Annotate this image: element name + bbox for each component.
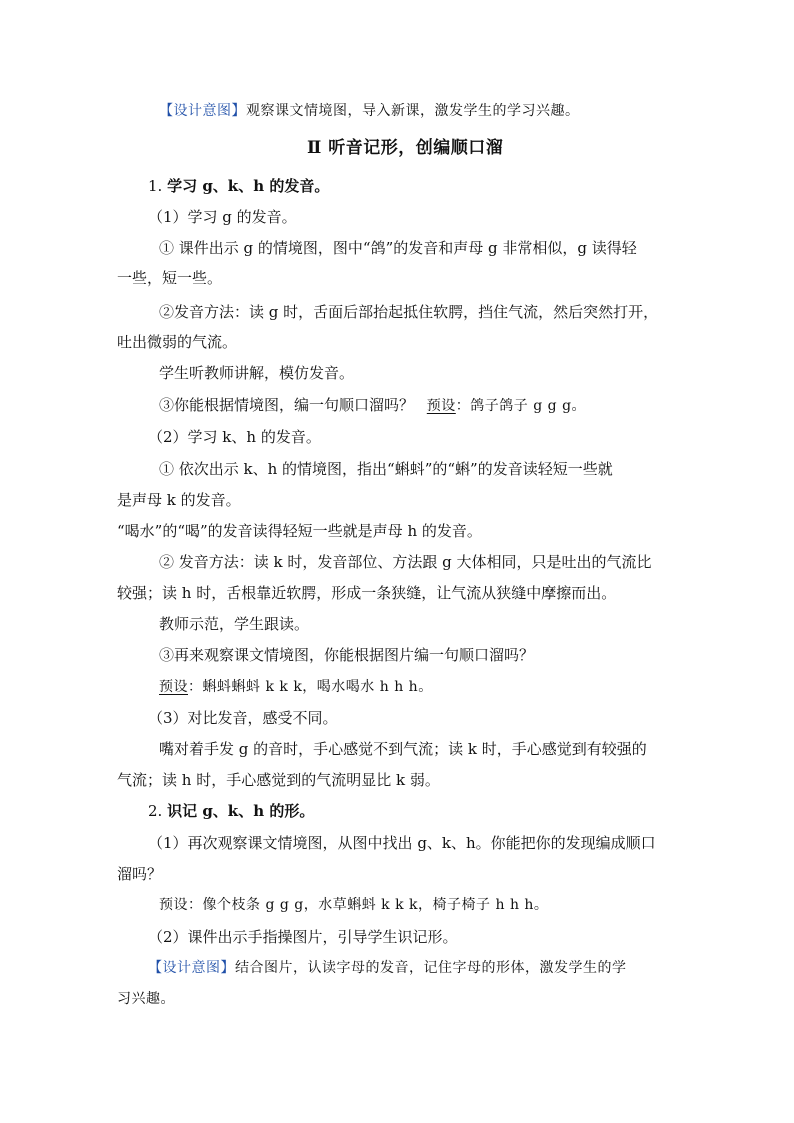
part2-paragraph-1-line-1: （1）再次观察课文情境图，从图中找出 g、k、h。你能把你的发现编成顺口 bbox=[148, 834, 656, 852]
heading-1 bbox=[148, 176, 329, 196]
preset-label-2: 预设 bbox=[159, 679, 188, 695]
design-intent-2-line-2: 习兴趣。 bbox=[117, 991, 175, 1007]
heading-2-number: 2. bbox=[148, 802, 163, 820]
preset-label: 预设 bbox=[426, 398, 456, 414]
paragraph-10 bbox=[159, 676, 433, 697]
paragraph-5-line-2: 是声母 k 的发音。 bbox=[117, 491, 241, 509]
paragraph-1-line-1: ① 课件出示 g 的情境图，图中“鸽”的发音和声母 g 非常相似，g 读得轻 bbox=[159, 239, 637, 257]
heading-1-text-a: 学习 g、k、h bbox=[167, 177, 270, 195]
heading-1-text-b: 的发音。 bbox=[269, 177, 330, 195]
heading-2 bbox=[148, 801, 314, 821]
paragraph-7-line-2: 较强；读 h 时，舌根靠近软腭，形成一条狭缝，让气流从狭缝中摩擦而出。 bbox=[117, 584, 617, 602]
section-title: Ⅱ 听音记形，创编顺口溜 bbox=[307, 138, 504, 158]
heading-2-text: 识记 g、k、h 的形。 bbox=[167, 802, 315, 820]
paragraph-2-line-1: ②发音方法：读 g 时，舌面后部抬起抵住软腭，挡住气流，然后突然打开， bbox=[159, 303, 659, 321]
design-intent-text: 观察课文情境图，导入新课，激发学生的学习兴趣。 bbox=[246, 103, 580, 119]
paragraph-4 bbox=[159, 395, 586, 416]
paragraph-7-line-1: ② 发音方法：读 k 时，发音部位、方法跟 g 大体相同，只是吐出的气流比 bbox=[159, 553, 652, 571]
preset-text-2: ：蝌蚪蝌蚪 k k k，喝水喝水 h h h。 bbox=[188, 679, 433, 695]
paragraph-3: 学生听教师讲解，模仿发音。 bbox=[159, 364, 355, 382]
paragraph-8: 教师示范，学生跟读。 bbox=[159, 615, 310, 633]
paragraph-5-line-1: ① 依次出示 k、h 的情境图，指出“蝌蚪”的“蝌”的发音读轻短一些就 bbox=[159, 460, 613, 478]
paragraph-9: ③再来观察课文情境图，你能根据图片编一句顺口溜吗？ bbox=[159, 646, 535, 664]
design-intent-2-text: 结合图片，认读字母的发音，记住字母的形体，激发学生的学 bbox=[235, 960, 627, 976]
design-intent-2-line-1 bbox=[148, 958, 627, 978]
paragraph-11-line-2: 气流；读 h 时，手心感觉到的气流明显比 k 弱。 bbox=[117, 771, 440, 789]
paragraph-6: “喝水”的“喝”的发音读得轻短一些就是声母 h 的发音。 bbox=[117, 522, 482, 540]
subheading-2: （2）学习 k、h 的发音。 bbox=[148, 428, 321, 446]
heading-1-number: 1. bbox=[148, 177, 163, 195]
part2-paragraph-3: （2）课件出示手指操图片，引导学生识记形。 bbox=[148, 928, 458, 946]
part2-preset: 预设：像个枝条 g g g，水草蝌蚪 k k k，椅子椅子 h h h。 bbox=[159, 897, 549, 913]
paragraph-2-line-2: 吐出微弱的气流。 bbox=[117, 333, 238, 351]
subheading-1: （1）学习 g 的发音。 bbox=[148, 208, 297, 226]
paragraph-4-question: ③你能根据情境图，编一句顺口溜吗？ bbox=[159, 396, 415, 414]
design-intent-2-tag: 【设计意图】 bbox=[148, 960, 235, 976]
subheading-3: （3）对比发音，感受不同。 bbox=[148, 709, 338, 727]
design-intent-tag: 【设计意图】 bbox=[159, 103, 246, 119]
part2-paragraph-1-line-2: 溜吗？ bbox=[117, 865, 163, 883]
preset-text: ：鸽子鸽子 g g g。 bbox=[455, 398, 587, 414]
paragraph-1-line-2: 一些，短一些。 bbox=[117, 269, 223, 287]
paragraph-11-line-1: 嘴对着手发 g 的音时，手心感觉不到气流；读 k 时，手心感觉到有较强的 bbox=[159, 740, 647, 758]
design-intent-1 bbox=[159, 101, 580, 121]
